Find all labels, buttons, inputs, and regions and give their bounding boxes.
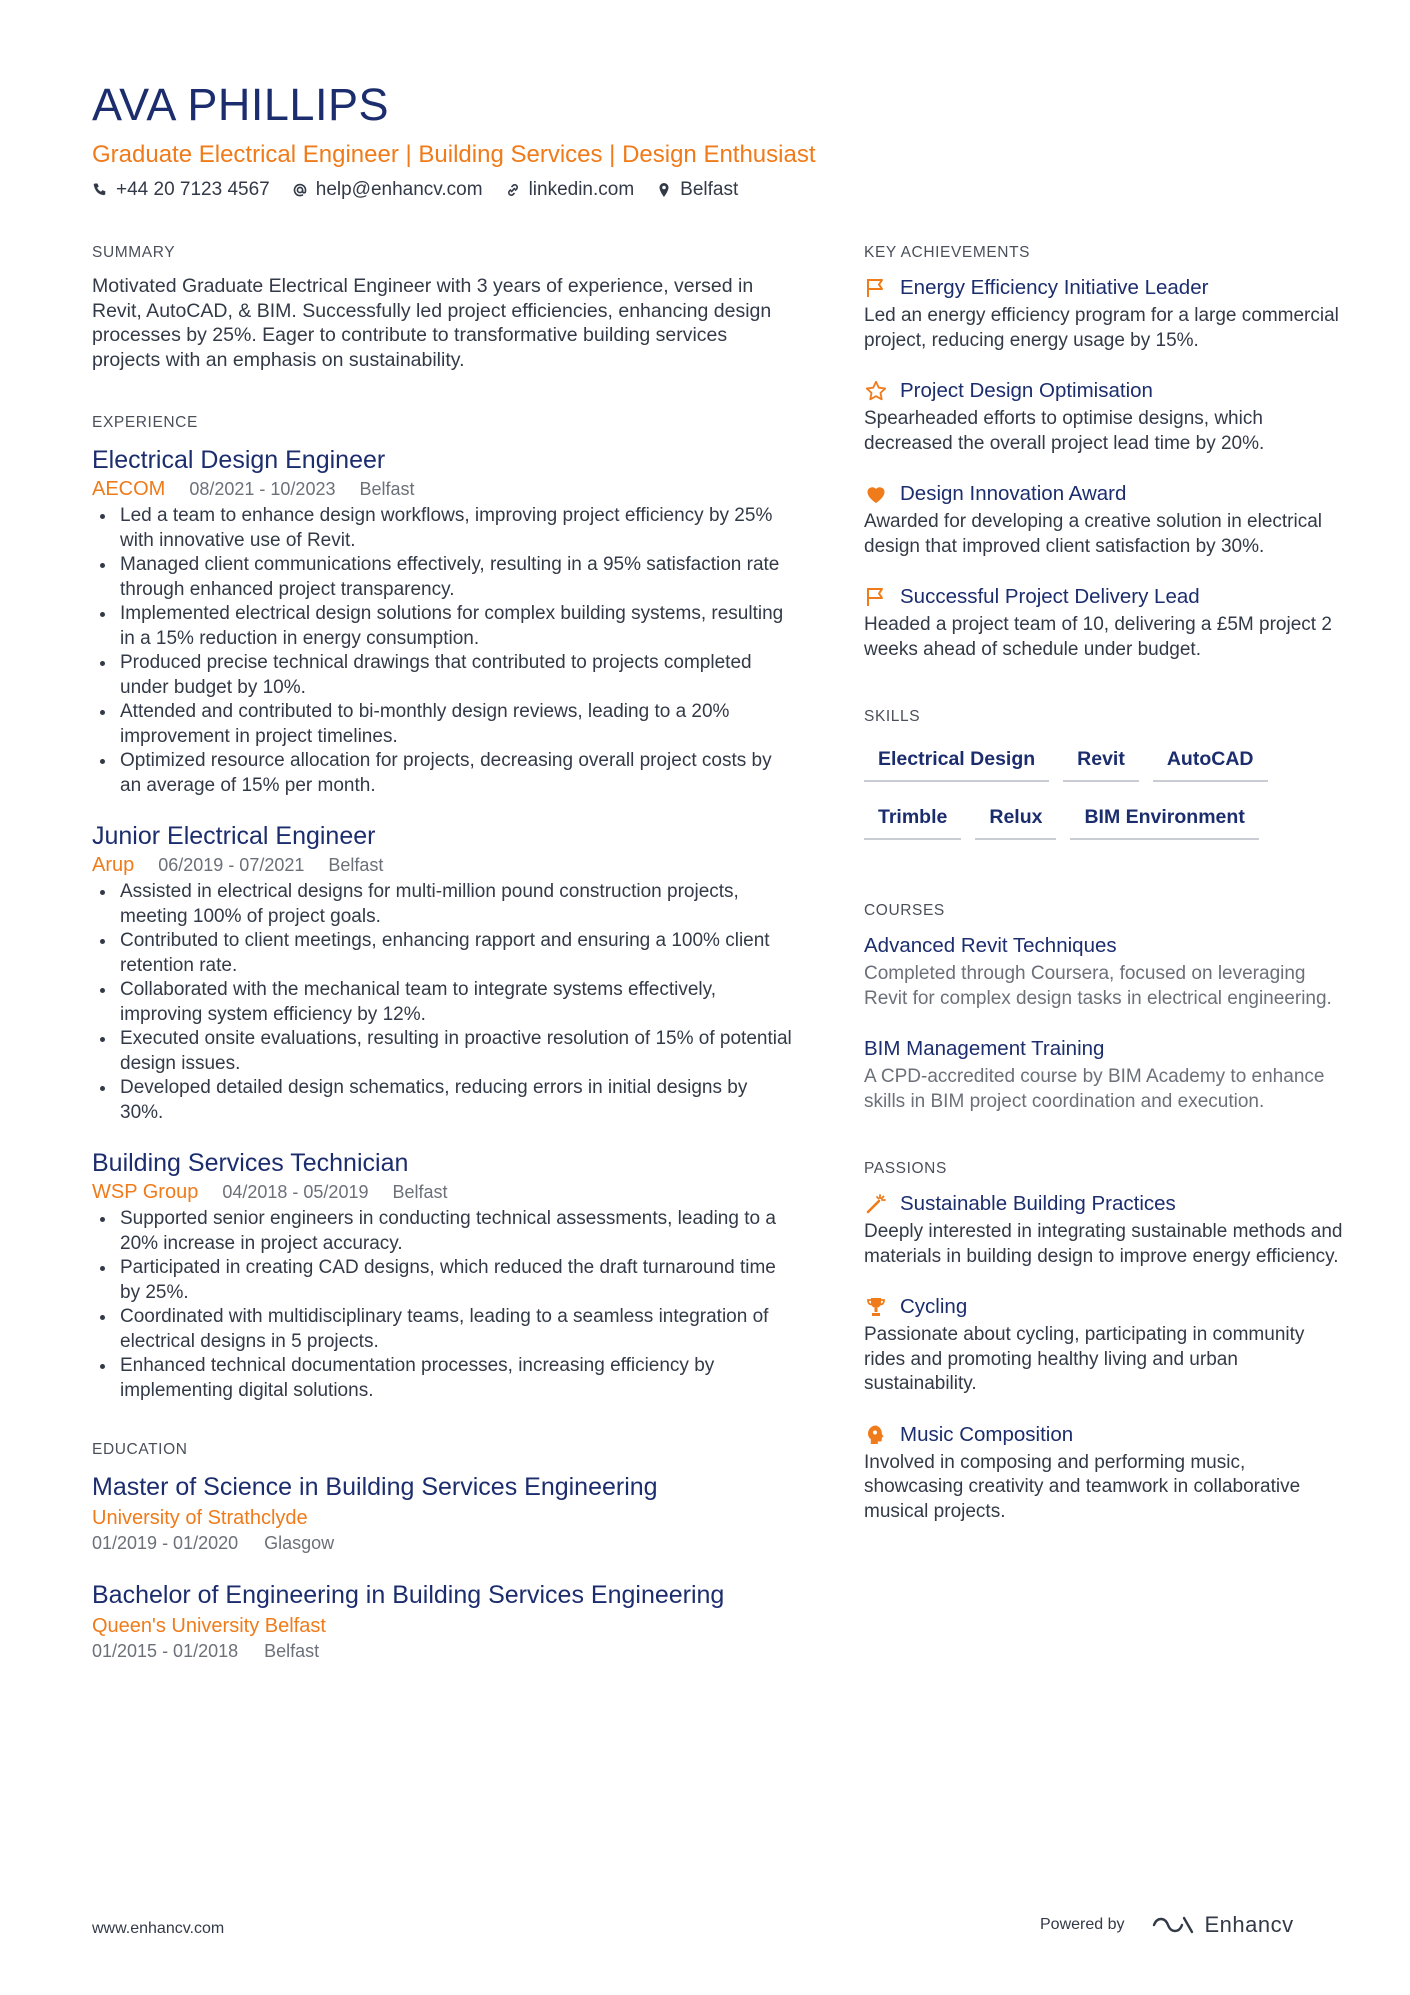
course-desc: A CPD-accredited course by BIM Academy to enhance skills in BIM project coordination and execution. xyxy=(864,1066,1325,1112)
list-item: Attended and contributed to bi-monthly design reviews, leading to a 20% improvement in project timelines. xyxy=(92,700,792,749)
list-item: Participated in creating CAD designs, which reduced the draft turnaround time by 25%. xyxy=(92,1256,792,1305)
achievement-item xyxy=(864,583,1344,662)
magic-wand-icon xyxy=(864,1192,888,1216)
list-item: Supported senior engineers in conducting technical assessments, leading to a 20% increase in project accuracy. xyxy=(92,1207,792,1256)
course-desc: Completed through Coursera, focused on leveraging Revit for complex design tasks in electrical engineering. xyxy=(864,963,1332,1009)
job-company: AECOM xyxy=(92,478,166,500)
summary-text: Motivated Graduate Electrical Engineer with 3 years of experience, versed in Revit, AutoCAD, & BIM. Successfully led project efficiencies, enhancing design processes by 25%. Eager to contribute to transformative building services projects with an emphasis on sustainability. xyxy=(92,275,772,371)
job-entry xyxy=(92,444,792,798)
education-location: Glasgow xyxy=(264,1533,335,1553)
job-entry xyxy=(92,820,792,1125)
job-title: Junior Electrical Engineer xyxy=(92,822,376,850)
passion-desc: Passionate about cycling, participating in community rides and promoting healthy living and urban sustainability. xyxy=(864,1324,1305,1394)
contact-linkedin[interactable] xyxy=(505,176,635,204)
location-pin-icon xyxy=(656,182,672,198)
course-title: BIM Management Training xyxy=(864,1037,1105,1060)
list-item: Collaborated with the mechanical team to integrate systems effectively, improving system efficiency by 12%. xyxy=(92,978,792,1027)
skill-tag: Revit xyxy=(1063,744,1139,782)
right-column xyxy=(864,242,1344,1564)
education-degree: Bachelor of Engineering in Building Services Engineering xyxy=(92,1581,725,1609)
list-item: Optimized resource allocation for projects, decreasing overall project costs by an average of 15% per month. xyxy=(92,749,792,798)
skill-tag: BIM Environment xyxy=(1070,802,1258,840)
candidate-name: AVA PHILLIPS xyxy=(92,79,389,130)
contact-location xyxy=(656,176,738,204)
achievement-item xyxy=(864,377,1344,456)
job-entry xyxy=(92,1147,792,1403)
job-dates: 08/2021 - 10/2023 xyxy=(189,479,336,499)
passion-item xyxy=(864,1190,1344,1269)
education-school: University of Strathclyde xyxy=(92,1507,308,1529)
job-location: Belfast xyxy=(359,479,415,499)
education-dates: 01/2019 - 01/2020 xyxy=(92,1533,239,1553)
achievement-title: Design Innovation Award xyxy=(900,482,1127,505)
achievement-title: Project Design Optimisation xyxy=(900,379,1153,402)
achievement-title: Energy Efficiency Initiative Leader xyxy=(900,276,1209,299)
achievements-section xyxy=(864,242,1344,662)
job-title: Building Services Technician xyxy=(92,1149,409,1177)
education-dates: 01/2015 - 01/2018 xyxy=(92,1641,239,1661)
job-dates: 06/2019 - 07/2021 xyxy=(158,855,305,875)
left-column xyxy=(92,242,792,1703)
heart-icon xyxy=(864,482,888,506)
achievements-heading: KEY ACHIEVEMENTS xyxy=(864,244,1031,261)
skill-tag: Trimble xyxy=(864,802,961,840)
education-degree: Master of Science in Building Services Engineering xyxy=(92,1473,658,1501)
education-meta xyxy=(92,1531,792,1555)
passion-title: Sustainable Building Practices xyxy=(900,1192,1176,1215)
resume-header xyxy=(92,78,1332,204)
job-meta xyxy=(92,1179,792,1205)
email-text[interactable]: help@enhancv.com xyxy=(315,179,483,200)
experience-heading: EXPERIENCE xyxy=(92,414,198,431)
brand-logo[interactable] xyxy=(1151,1912,1294,1938)
achievement-item xyxy=(864,480,1344,559)
education-meta xyxy=(92,1639,792,1663)
achievement-item xyxy=(864,274,1344,353)
achievement-desc: Spearheaded efforts to optimise designs, which decreased the overall project lead time by 20%. xyxy=(864,408,1265,454)
summary-section xyxy=(92,242,792,372)
achievement-desc: Awarded for developing a creative solution in electrical design that improved client satisfaction by 30%. xyxy=(864,511,1323,557)
passions-section xyxy=(864,1158,1344,1524)
skill-tag: Relux xyxy=(975,802,1056,840)
skill-tag: Electrical Design xyxy=(864,744,1049,782)
list-item: Enhanced technical documentation processes, increasing efficiency by implementing digital solutions. xyxy=(92,1354,792,1403)
courses-heading: COURSES xyxy=(864,902,945,919)
job-meta xyxy=(92,852,792,878)
job-bullets xyxy=(92,880,792,1125)
passion-title: Cycling xyxy=(900,1295,968,1318)
list-item: Led a team to enhance design workflows, improving project efficiency by 25% with innovative use of Revit. xyxy=(92,504,792,553)
job-title: Electrical Design Engineer xyxy=(92,446,386,474)
course-item xyxy=(864,1035,1344,1114)
list-item: Managed client communications effectively, resulting in a 95% satisfaction rate through enhanced project transparency. xyxy=(92,553,792,602)
education-heading: EDUCATION xyxy=(92,1441,188,1458)
footer-branding xyxy=(1040,1912,1294,1938)
passion-title: Music Composition xyxy=(900,1422,1074,1446)
list-item: Coordinated with multidisciplinary teams, leading to a seamless integration of electrical designs in 5 projects. xyxy=(92,1305,792,1354)
course-title: Advanced Revit Techniques xyxy=(864,934,1117,957)
list-item: Developed detailed design schematics, reducing errors in initial designs by 30%. xyxy=(92,1076,792,1125)
education-school: Queen's University Belfast xyxy=(92,1615,326,1637)
flag-icon xyxy=(864,276,888,300)
passion-desc: Involved in composing and performing music, showcasing creativity and teamwork in collaborative musical projects. xyxy=(864,1451,1301,1522)
candidate-title: Graduate Electrical Engineer | Building Services | Design Enthusiast xyxy=(92,141,816,168)
enhancv-logo-icon xyxy=(1151,1913,1197,1937)
skills-list xyxy=(864,744,1324,840)
list-item: Contributed to client meetings, enhancing rapport and ensuring a 100% client retention rate. xyxy=(92,929,792,978)
link-icon xyxy=(505,182,521,198)
achievement-title: Successful Project Delivery Lead xyxy=(900,585,1200,608)
education-entry xyxy=(92,1471,792,1555)
list-item: Executed onsite evaluations, resulting in proactive resolution of 15% of potential design issues. xyxy=(92,1027,792,1076)
summary-heading: SUMMARY xyxy=(92,244,176,261)
star-icon xyxy=(864,379,888,403)
job-company: Arup xyxy=(92,854,135,876)
job-dates: 04/2018 - 05/2019 xyxy=(222,1182,369,1202)
passion-item xyxy=(864,1293,1344,1397)
skills-heading: SKILLS xyxy=(864,708,921,725)
contact-row xyxy=(92,176,1332,204)
powered-by-text: Powered by xyxy=(1040,1916,1125,1933)
experience-section xyxy=(92,412,792,1403)
location-text: Belfast xyxy=(680,179,739,200)
head-icon xyxy=(864,1423,888,1447)
list-item: Assisted in electrical designs for multi-million pound construction projects, meeting 100% of project goals. xyxy=(92,880,792,929)
passions-heading: PASSIONS xyxy=(864,1160,947,1177)
phone-icon xyxy=(92,182,108,198)
achievement-desc: Headed a project team of 10, delivering a £5M project 2 weeks ahead of schedule under budget. xyxy=(864,614,1332,660)
passion-desc: Deeply interested in integrating sustainable methods and materials in building design to improve energy efficiency. xyxy=(864,1221,1343,1267)
contact-email[interactable] xyxy=(292,176,483,204)
brand-name: Enhancv xyxy=(1204,1912,1294,1937)
job-company: WSP Group xyxy=(92,1181,199,1203)
footer-website[interactable]: www.enhancv.com xyxy=(92,1920,225,1937)
job-location: Belfast xyxy=(392,1182,448,1202)
trophy-icon xyxy=(864,1295,888,1319)
job-bullets xyxy=(92,504,792,798)
education-section xyxy=(92,1439,792,1663)
phone-text: +44 20 7123 4567 xyxy=(116,179,270,200)
list-item: Implemented electrical design solutions for complex building systems, resulting in a 15% reduction in energy consumption. xyxy=(92,602,792,651)
passion-item xyxy=(864,1421,1344,1525)
at-icon xyxy=(292,182,308,198)
education-entry xyxy=(92,1579,792,1663)
achievement-desc: Led an energy efficiency program for a large commercial project, reducing energy usage by 15%. xyxy=(864,305,1339,351)
education-location: Belfast xyxy=(264,1641,320,1661)
job-bullets xyxy=(92,1207,792,1403)
courses-section xyxy=(864,900,1344,1114)
linkedin-text[interactable]: linkedin.com xyxy=(528,179,635,200)
contact-phone xyxy=(92,176,270,204)
list-item: Produced precise technical drawings that contributed to projects completed under budget by 10%. xyxy=(92,651,792,700)
course-item xyxy=(864,932,1344,1011)
skill-tag: AutoCAD xyxy=(1153,744,1268,782)
flag-icon xyxy=(864,585,888,609)
job-location: Belfast xyxy=(328,855,384,875)
skills-section xyxy=(864,706,1344,840)
job-meta xyxy=(92,476,792,502)
